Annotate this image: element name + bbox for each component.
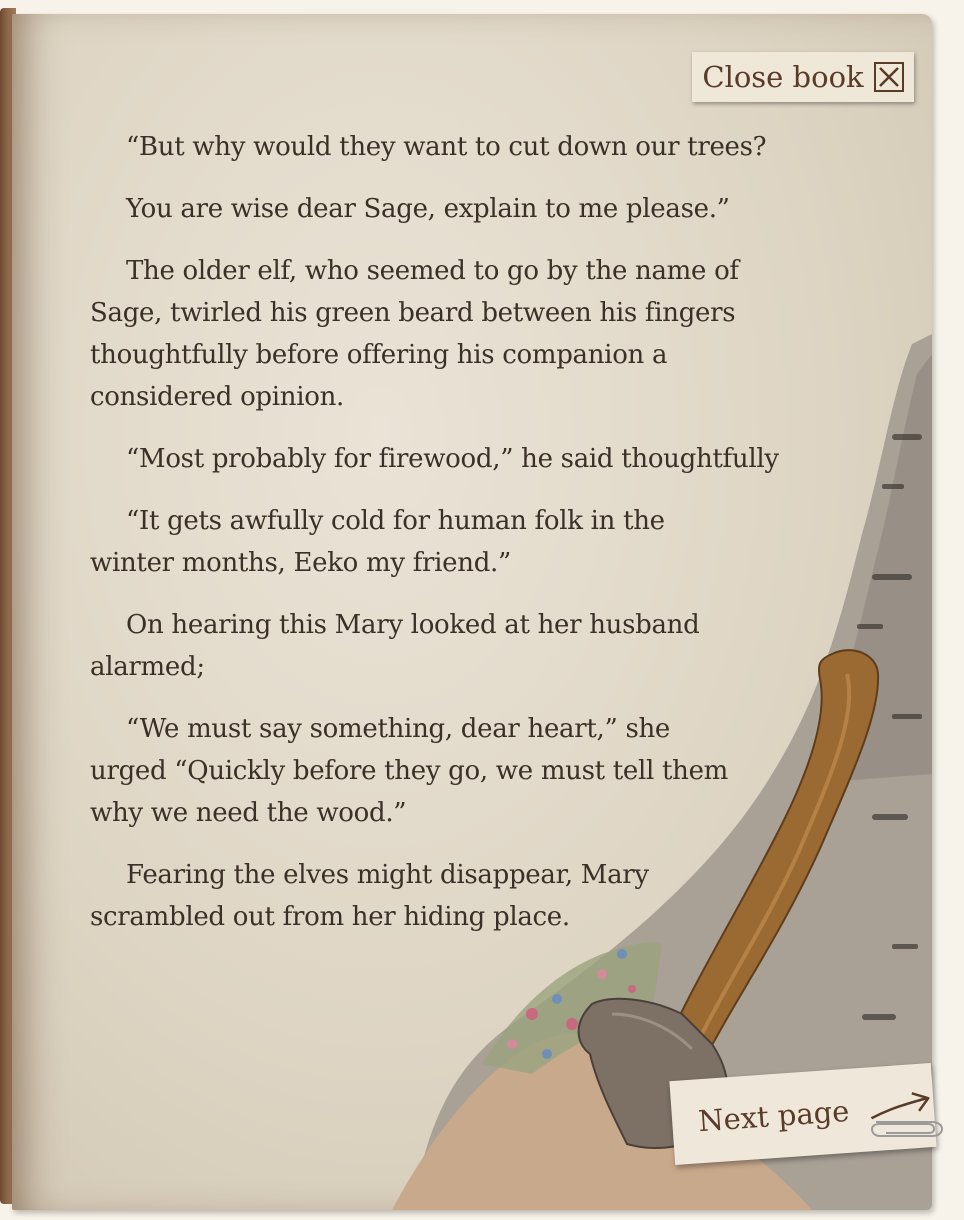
story-paragraph: “But why would they want to cut down our trees? [126, 132, 767, 162]
story-paragraph: “It gets awfully cold for human folk in the winter months, Eeko my friend.” [90, 506, 665, 578]
close-book-label: Close book [702, 60, 864, 94]
next-page-label: Next page [697, 1093, 851, 1139]
story-paragraph: Fearing the elves might disappear, Mary scrambled out from her hiding place. [90, 860, 649, 932]
story-paragraph: On hearing this Mary looked at her husband alarmed; [90, 610, 700, 682]
story-paragraph: The older elf, who seemed to go by the name of Sage, twirled his green beard between his fingers thoughtfully before offering his companion a considered opinion. [90, 256, 739, 412]
close-x-icon [874, 62, 904, 92]
book-page [12, 14, 932, 1210]
story-paragraph: You are wise dear Sage, explain to me please.” [126, 194, 730, 224]
story-paragraph: “Most probably for firewood,” he said thoughtfully [126, 444, 779, 474]
story-paragraph: “We must say something, dear heart,” she urged “Quickly before they go, we must tell them why we need the wood.” [90, 714, 729, 828]
close-book-button[interactable] [692, 52, 914, 102]
story-text [90, 126, 810, 958]
paperclip-icon [866, 1116, 944, 1142]
